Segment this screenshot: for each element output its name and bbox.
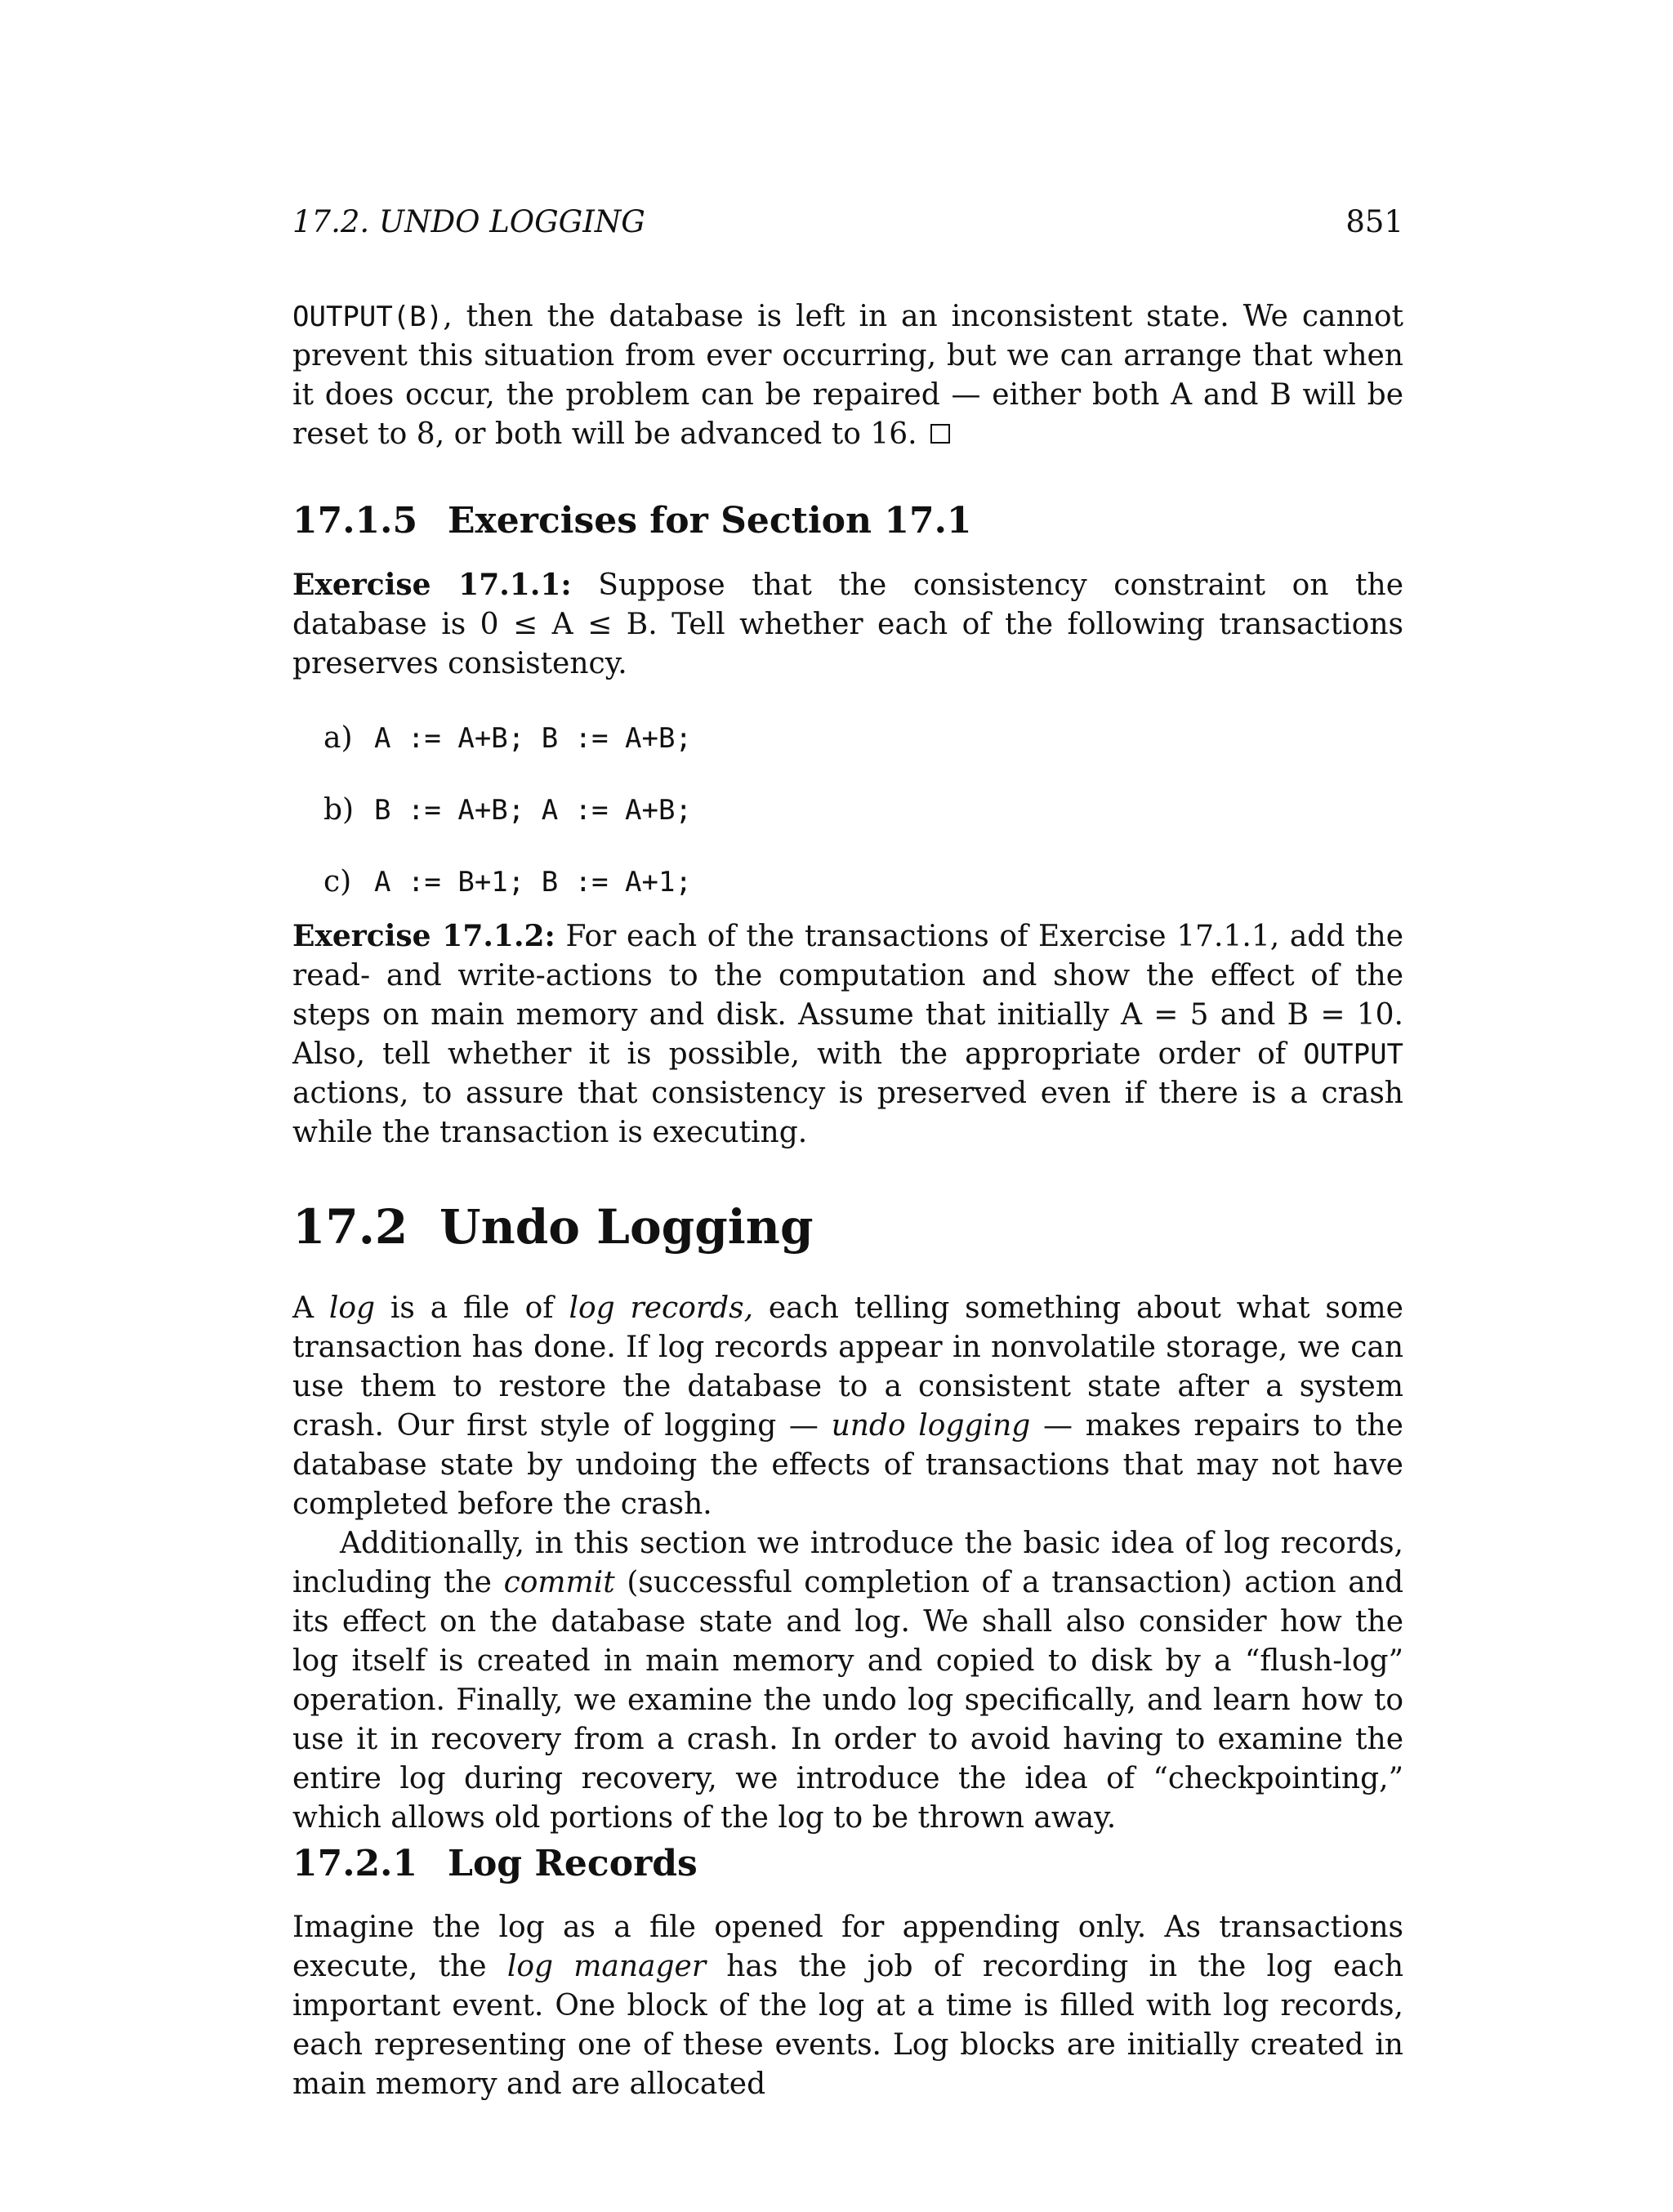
exercise-text: Suppose that the consistency constraint on the database is 0 ≤ A ≤ B. Tell whether each of the following transactions preserves consistency. [292, 569, 1404, 680]
page-number: 851 [1345, 204, 1403, 239]
section-title: Undo Logging [439, 1199, 814, 1255]
section-17-2-heading [292, 1199, 1403, 1255]
section-17-2-body [292, 1289, 1403, 1838]
exercise-17-1-2: Exercise 17.1.2: For each of the transactions of Exercise 17.1.1, add the read- and write-actions to the computation and show the effect of the steps on main memory and disk. Assume that initially A = 5 and B = 10. Also, tell whether it is possible, with the appropriate order of OUTPUT actions, to assure that consistency is preserved even if there is a crash while the transaction is executing. [292, 919, 1404, 1149]
list-item: b) B := A+B; A := A+B; [323, 793, 692, 827]
section-17-2-1-heading [292, 1843, 1403, 1884]
exercise-label: Exercise 17.1.2: [292, 919, 555, 953]
section-number: 17.2.1 [292, 1843, 418, 1884]
exercise-label: Exercise 17.1.1: [292, 568, 572, 602]
section-number: 17.2 [292, 1199, 408, 1255]
exercise-17-1-1-list [292, 719, 1403, 902]
transaction-code: A := B+1; B := A+1; [374, 866, 692, 899]
page-header [292, 204, 1403, 239]
end-of-example-icon [930, 424, 950, 444]
intro-text: , then the database is left in an inconsistent state. We cannot prevent this situation from ever occurring, but we can arrange that when it does occur, the problem can be repaired — either both A and B will be reset to 8, or both will be advanced to 16. [292, 300, 1403, 451]
intro-paragraph-block [292, 297, 1403, 454]
output-code: OUTPUT [1303, 1038, 1404, 1071]
intro-paragraph [292, 297, 1403, 454]
paragraph: Additionally, in this section we introduce the basic idea of log records, including the commit (successful completion of a transaction) action and its effect on the database state and log. We shall also consider how the log itself is created in main memory and copied to disk by a “flush-log” operation. Finally, we examine the undo log specifically, and learn how to use it in recovery from a crash. In order to avoid having to examine the entire log during recovery, we introduce the idea of “checkpointing,” which allows old portions of the log to be thrown away. [292, 1527, 1403, 1835]
section-17-2-1-body [292, 1908, 1403, 2104]
paragraph: Imagine the log as a file opened for appending only. As transactions execute, the log manager has the job of recording in the log each important event. One block of the log at a time is filled with log records, each representing one of these events. Log blocks are initially created in main memory and are allocated [292, 1911, 1404, 2101]
section-title: Exercises for Section 17.1 [448, 500, 972, 542]
section-17-1-5-heading [292, 500, 1403, 542]
transaction-code: B := A+B; A := A+B; [374, 794, 692, 827]
list-item: a) A := A+B; B := A+B; [323, 721, 692, 755]
intro-code: OUTPUT(B) [292, 301, 444, 333]
running-head: 17.2. UNDO LOGGING [292, 204, 645, 239]
paragraph: A log is a file of log records, each telling something about what some transaction has done. If log records appear in nonvolatile storage, we can use them to restore the database to a consistent state after a system crash. Our first style of logging — undo logging — makes repairs to the database state by undoing the effects of transactions that may not have completed before the crash. [292, 1291, 1403, 1521]
exercise-17-1-1 [292, 565, 1403, 684]
transaction-code: A := A+B; B := A+B; [374, 722, 692, 755]
list-item: c) A := B+1; B := A+1; [323, 865, 692, 899]
section-title: Log Records [448, 1843, 698, 1884]
section-number: 17.1.5 [292, 500, 418, 542]
